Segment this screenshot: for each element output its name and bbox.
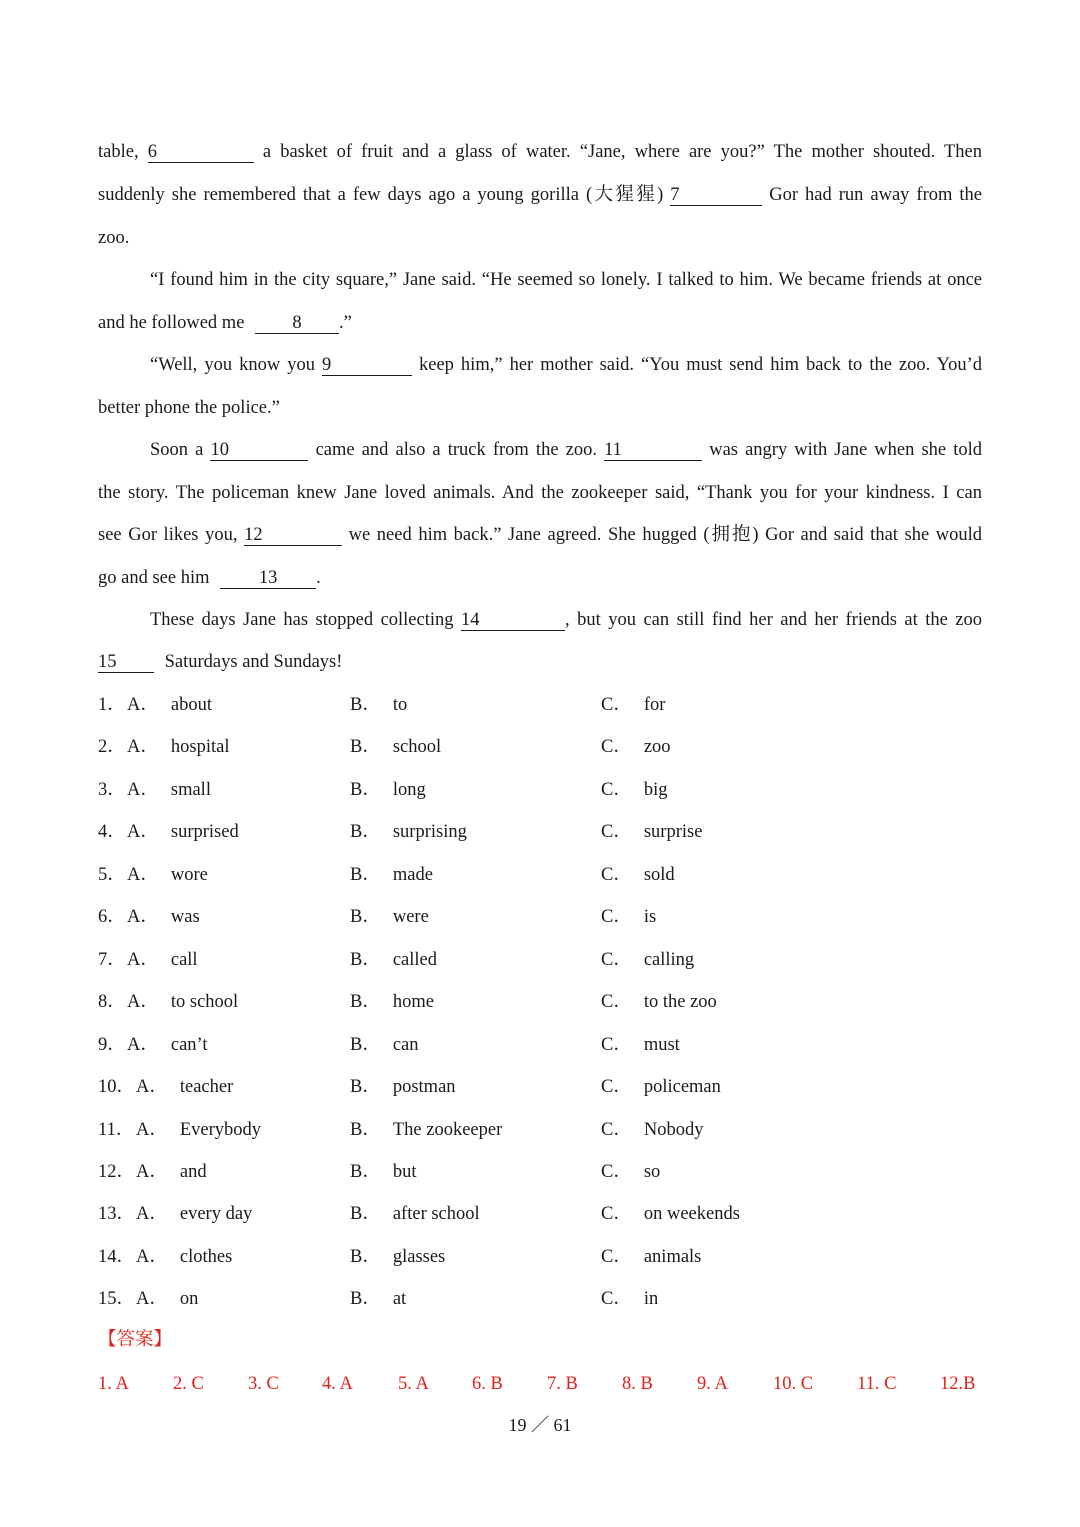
option-text: call [170,949,198,970]
passage-text: table, [98,142,139,162]
passage-text: Soon a [150,440,204,460]
blank-7: 7 [670,185,762,206]
answer-key [98,1371,982,1397]
option-text: and [179,1161,207,1182]
option-letter: B． [350,737,381,758]
option-row [98,1032,982,1058]
option-letter: A． [127,1034,159,1055]
option-text: clothes [179,1246,233,1267]
passage-line-5 [98,311,982,335]
option-letter: C． [601,737,632,758]
option-row [98,692,982,718]
option-text: on weekends [643,1204,740,1225]
option-a [127,692,212,718]
question-number: 13． [98,1204,136,1225]
passage-text: go and see him [98,568,210,588]
passage-line-7 [98,396,982,420]
option-letter: C． [601,864,632,885]
option-text: postman [392,1077,456,1098]
question-number: 10． [98,1077,136,1098]
answer-item: 1. A [98,1374,129,1394]
option-a [136,1201,252,1227]
option-letter: A． [127,779,159,800]
option-letter: A． [127,992,159,1013]
question-number: 12． [98,1161,136,1182]
passage-text: we need him back.” Jane agreed. She hugged (拥抱) Gor and said that she would [348,525,983,545]
option-c [601,1117,703,1143]
option-c [601,904,656,930]
option-letter: A． [136,1119,168,1140]
option-text: every day [179,1204,253,1225]
answer-item: 6. B [472,1374,503,1394]
option-row [98,1117,982,1143]
option-text: Nobody [643,1119,704,1140]
option-c [601,777,667,803]
option-a [136,1244,232,1270]
passage-text: and he followed me [98,313,245,333]
option-text: surprise [643,822,703,843]
option-letter: C． [601,695,632,715]
blank-8: 8 [255,313,339,334]
option-b [350,692,407,718]
blank-12: 12 [244,525,342,546]
blank-13: 13 [220,568,316,589]
option-c [601,1244,701,1270]
option-row [98,1159,982,1185]
question-number: 5． [98,864,126,885]
option-c [601,1032,680,1058]
option-letter: C． [601,779,632,800]
option-letter: C． [601,1246,632,1267]
option-row [98,734,982,760]
option-text: were [392,907,429,928]
option-text: surprised [170,822,239,843]
passage-line-1 [98,140,982,164]
option-b [350,819,467,845]
passage-line-2 [98,183,982,207]
option-b [350,1159,416,1185]
option-row [98,862,982,888]
question-number: 15． [98,1289,136,1310]
passage-text: came and also a truck from the zoo. [315,440,597,460]
passage-text: keep him,” her mother said. “You must send him back to the zoo. You’d [419,355,983,375]
option-row [98,904,982,930]
passage-line-13 [98,650,982,674]
option-text: policeman [643,1077,721,1098]
option-letter: C． [601,1119,632,1140]
option-text: small [170,779,211,800]
option-c [601,862,675,888]
option-b [350,862,433,888]
option-text: can’t [170,1034,208,1055]
passage-line-6 [150,353,982,377]
option-letter: C． [601,949,632,970]
answer-heading: 【答案】 [98,1330,173,1350]
option-text: to [392,695,408,715]
passage-text: .” [339,313,352,333]
passage-text: “I found him in the city square,” Jane said. “He seemed so lonely. I talked to him. We became friends at once [150,270,982,290]
option-text: hospital [170,737,230,758]
option-a [136,1286,198,1312]
option-letter: C． [601,1077,632,1098]
option-text: about [170,695,212,715]
passage-text: Gor had run away from the [769,185,982,205]
blank-10: 10 [210,440,308,461]
answer-item: 12.B [940,1374,976,1394]
option-letter: C． [601,1034,632,1055]
option-c [601,947,694,973]
option-text: glasses [392,1246,446,1267]
option-letter: A． [127,695,159,715]
passage-line-4 [150,268,982,292]
answer-item: 7. B [547,1374,578,1394]
passage-text: zoo. [98,228,130,248]
page-number: 19 ／ 61 [508,1415,572,1435]
option-text: in [643,1289,659,1310]
option-letter: B． [350,779,381,800]
question-number: 6． [98,907,126,928]
question-number: 3． [98,779,126,800]
answer-item: 8. B [622,1374,653,1394]
option-row [98,989,982,1015]
question-number: 1． [98,695,126,715]
option-c [601,1286,658,1312]
blank-9: 9 [322,355,412,376]
option-letter: C． [601,992,632,1013]
option-letter: A． [127,864,159,885]
blank-14: 14 [461,610,565,631]
option-letter: C． [601,1204,632,1225]
option-text: to the zoo [643,992,717,1013]
option-row [98,947,982,973]
option-row [98,777,982,803]
question-number: 2． [98,737,126,758]
question-number: 7． [98,949,126,970]
option-text: after school [392,1204,480,1225]
option-text: home [392,992,434,1013]
option-letter: B． [350,1204,381,1225]
option-b [350,1032,419,1058]
option-letter: B． [350,1161,381,1182]
option-text: calling [643,949,695,970]
blank-6: 6 [148,142,254,163]
option-c [601,1159,660,1185]
option-a [127,904,200,930]
option-text: school [392,737,442,758]
question-number: 9． [98,1034,126,1055]
option-text: The zookeeper [392,1119,503,1140]
option-b [350,734,441,760]
option-row [98,1286,982,1312]
answer-item: 5. A [398,1374,429,1394]
passage-text: was angry with Jane when she told [709,440,983,460]
option-b [350,1074,456,1100]
option-c [601,734,671,760]
passage-text: , but you can still find her and her friends at the zoo [565,610,982,630]
option-c [601,1201,740,1227]
option-text: made [392,864,433,885]
passage-line-8 [150,438,982,462]
option-a [136,1074,233,1100]
option-b [350,904,429,930]
option-b [350,1117,502,1143]
option-b [350,947,437,973]
passage-text: the story. The policeman knew Jane loved animals. And the zookeeper said, “Thank you for your kindness. I can [98,483,982,503]
option-text: for [643,695,666,715]
option-letter: B． [350,1246,381,1267]
question-number: 8． [98,992,126,1013]
passage-line-3 [98,226,982,250]
option-b [350,1244,445,1270]
option-letter: B． [350,992,381,1013]
option-b [350,1201,480,1227]
question-number: 14． [98,1246,136,1267]
option-letter: A． [136,1246,168,1267]
option-text: big [643,779,668,800]
passage-text: Saturdays and Sundays! [164,652,343,672]
option-letter: C． [601,907,632,928]
option-letter: B． [350,949,381,970]
passage-line-12 [150,608,982,632]
option-b [350,1286,406,1312]
option-text: can [392,1034,419,1055]
answer-item: 3. C [248,1374,279,1394]
passage-line-11 [98,566,982,590]
option-text: long [392,779,426,800]
passage-text: see Gor likes you, [98,525,238,545]
option-row [98,1074,982,1100]
option-a [127,862,208,888]
option-b [350,989,434,1015]
option-letter: B． [350,864,381,885]
passage-line-9 [98,481,982,505]
option-text: to school [170,992,239,1013]
answer-item: 4. A [322,1374,353,1394]
option-c [601,1074,721,1100]
option-text: but [392,1161,417,1182]
option-row [98,1201,982,1227]
option-a [136,1159,207,1185]
passage-text: . [316,568,321,588]
option-letter: B． [350,1119,381,1140]
option-text: Everybody [179,1119,262,1140]
answer-item: 11. C [857,1374,897,1394]
option-text: is [643,907,657,928]
option-text: at [392,1289,407,1310]
option-letter: B． [350,695,381,715]
option-text: on [179,1289,199,1310]
option-letter: C． [601,822,632,843]
passage-text: better phone the police.” [98,398,280,418]
option-letter: C． [601,1161,632,1182]
option-text: sold [643,864,675,885]
option-letter: A． [136,1161,168,1182]
option-text: must [643,1034,680,1055]
answer-item: 10. C [773,1374,814,1394]
option-c [601,989,717,1015]
option-text: zoo [643,737,671,758]
option-a [127,734,229,760]
blank-15: 15 [98,652,154,673]
option-c [601,819,702,845]
answer-item: 9. A [697,1374,728,1394]
option-a [127,989,238,1015]
option-text: teacher [179,1077,234,1098]
option-letter: A． [136,1077,168,1098]
option-a [127,947,198,973]
blank-11: 11 [604,440,702,461]
answer-item: 2. C [173,1374,204,1394]
option-a [127,777,211,803]
option-letter: B． [350,1289,381,1310]
option-a [136,1117,261,1143]
option-letter: B． [350,822,381,843]
option-row [98,1244,982,1270]
option-a [127,819,239,845]
option-b [350,777,426,803]
option-letter: A． [127,822,159,843]
option-a [127,1032,208,1058]
option-row [98,819,982,845]
option-text: surprising [392,822,467,843]
option-letter: B． [350,1077,381,1098]
passage-text: a basket of fruit and a glass of water. “Jane, where are you?” The mother shouted. Then [262,142,983,162]
option-letter: A． [136,1289,168,1310]
question-number: 4． [98,822,126,843]
option-letter: C． [601,1289,632,1310]
option-letter: A． [127,907,159,928]
option-letter: A． [136,1204,168,1225]
option-text: was [170,907,200,928]
passage-text: These days Jane has stopped collecting [150,610,454,630]
passage-text: “Well, you know you [150,355,315,375]
option-c [601,692,665,718]
passage-text: suddenly she remembered that a few days ago a young gorilla (大猩猩) [98,185,664,205]
option-text: called [392,949,438,970]
option-text: wore [170,864,208,885]
option-text: so [643,1161,661,1182]
option-letter: B． [350,907,381,928]
option-letter: B． [350,1034,381,1055]
question-number: 11． [98,1119,135,1140]
option-text: animals [643,1246,702,1267]
option-letter: A． [127,949,159,970]
passage-line-10 [98,523,982,547]
option-letter: A． [127,737,159,758]
